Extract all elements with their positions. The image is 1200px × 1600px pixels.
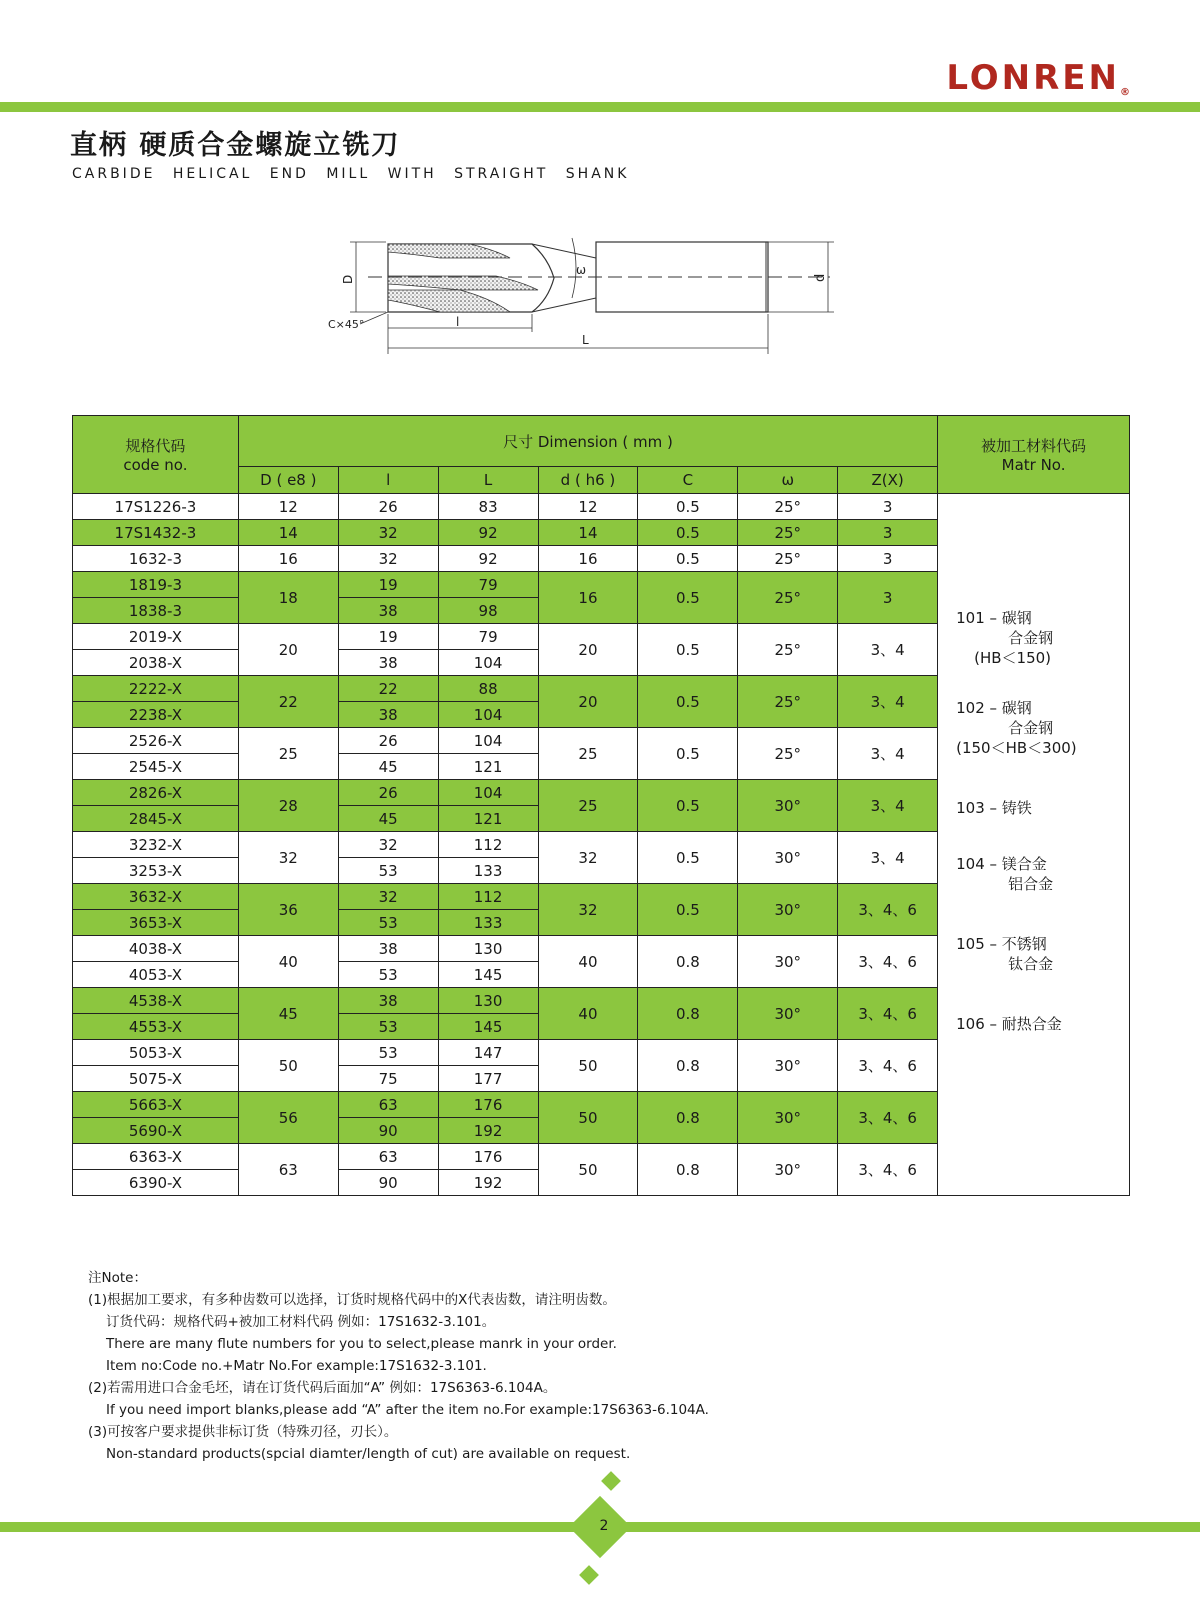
cell-Z: 3、4、6 xyxy=(838,1040,938,1092)
page-title-cn: 直柄 硬质合金螺旋立铣刀 xyxy=(70,130,401,161)
cell-D: 20 xyxy=(238,624,338,676)
cell-l: 90 xyxy=(338,1170,438,1196)
cell-code: 1632-3 xyxy=(73,546,239,572)
cell-D: 25 xyxy=(238,728,338,780)
cell-w: 30° xyxy=(738,780,838,832)
cell-d: 50 xyxy=(538,1040,638,1092)
cell-code: 4038-X xyxy=(73,936,239,962)
cell-L: 112 xyxy=(438,832,538,858)
cell-d: 20 xyxy=(538,624,638,676)
cell-L: 192 xyxy=(438,1118,538,1144)
cell-w: 25° xyxy=(738,546,838,572)
cell-code: 4553-X xyxy=(73,1014,239,1040)
cell-L: 145 xyxy=(438,962,538,988)
dim-label-D: D xyxy=(341,274,355,284)
cell-L: 83 xyxy=(438,494,538,520)
cell-C: 0.5 xyxy=(638,494,738,520)
cell-Z: 3、4、6 xyxy=(838,1144,938,1196)
cell-Z: 3 xyxy=(838,572,938,624)
col-header-Z: Z(X) xyxy=(838,467,938,494)
cell-d: 16 xyxy=(538,572,638,624)
cell-Z: 3、4、6 xyxy=(838,1092,938,1144)
cell-L: 133 xyxy=(438,858,538,884)
cell-w: 30° xyxy=(738,1092,838,1144)
material-m102: 102 – 碳钢 xyxy=(956,699,1032,717)
cell-code: 5053-X xyxy=(73,1040,239,1066)
cell-L: 121 xyxy=(438,754,538,780)
cell-code: 3232-X xyxy=(73,832,239,858)
header-material-cn: 被加工材料代码 xyxy=(981,437,1087,455)
cell-C: 0.8 xyxy=(638,1092,738,1144)
cell-Z: 3、4、6 xyxy=(838,936,938,988)
brand-logo-text: LONREN xyxy=(946,58,1120,98)
dim-label-l: l xyxy=(456,315,460,329)
material-m103: 103 – 铸铁 xyxy=(956,799,1032,817)
cell-w: 30° xyxy=(738,1144,838,1196)
flute-band-1 xyxy=(388,244,510,258)
cell-d: 40 xyxy=(538,936,638,988)
cell-code: 3632-X xyxy=(73,884,239,910)
note-1-en: There are many flute numbers for you to select,please manrk in your order. xyxy=(106,1336,617,1352)
spec-table-body xyxy=(73,494,1130,1196)
cell-d: 50 xyxy=(538,1092,638,1144)
cell-L: 177 xyxy=(438,1066,538,1092)
cell-L: 104 xyxy=(438,702,538,728)
cell-code: 3253-X xyxy=(73,858,239,884)
notes-heading: 注Note： xyxy=(88,1270,147,1286)
cell-l: 53 xyxy=(338,1040,438,1066)
cell-C: 0.5 xyxy=(638,520,738,546)
col-header-l: l xyxy=(338,467,438,494)
table-header-row-1 xyxy=(73,416,1130,467)
cell-code: 2526-X xyxy=(73,728,239,754)
cell-L: 79 xyxy=(438,624,538,650)
cell-L: 98 xyxy=(438,598,538,624)
cell-D: 14 xyxy=(238,520,338,546)
cell-l: 38 xyxy=(338,598,438,624)
cell-L: 88 xyxy=(438,676,538,702)
header-material-en: Matr No. xyxy=(1001,456,1066,474)
cell-Z: 3、4 xyxy=(838,780,938,832)
decor-diamond-small-bottom xyxy=(579,1565,599,1585)
cell-D: 16 xyxy=(238,546,338,572)
cell-l: 53 xyxy=(338,910,438,936)
cell-L: 112 xyxy=(438,884,538,910)
material-m102b: 合金钢 xyxy=(1008,719,1054,737)
cell-w: 25° xyxy=(738,676,838,728)
note-2-en: If you need import blanks,please add “A” after the item no.For example:17S6363-6.104A. xyxy=(106,1402,709,1418)
cell-C: 0.8 xyxy=(638,988,738,1040)
cell-D: 12 xyxy=(238,494,338,520)
cell-w: 25° xyxy=(738,520,838,546)
table-row xyxy=(73,494,1130,520)
cell-l: 38 xyxy=(338,650,438,676)
cell-d: 16 xyxy=(538,546,638,572)
col-header-L: L xyxy=(438,467,538,494)
cell-code: 4538-X xyxy=(73,988,239,1014)
cell-d: 12 xyxy=(538,494,638,520)
material-m101: 101 – 碳钢 xyxy=(956,609,1032,627)
header-dimension: 尺寸 Dimension ( mm ) xyxy=(238,416,937,467)
cell-l: 19 xyxy=(338,572,438,598)
material-m101c: (HB＜150) xyxy=(974,649,1052,667)
flute-band-2 xyxy=(388,276,538,290)
cell-L: 130 xyxy=(438,988,538,1014)
brand-logo xyxy=(946,58,1130,98)
dim-label-L: L xyxy=(582,333,589,347)
cell-D: 18 xyxy=(238,572,338,624)
cell-L: 192 xyxy=(438,1170,538,1196)
decor-diamond-small-top xyxy=(601,1471,621,1491)
cell-l: 22 xyxy=(338,676,438,702)
cell-C: 0.8 xyxy=(638,1040,738,1092)
cell-L: 133 xyxy=(438,910,538,936)
cell-w: 30° xyxy=(738,884,838,936)
cell-l: 38 xyxy=(338,936,438,962)
cell-L: 92 xyxy=(438,546,538,572)
cell-code: 2826-X xyxy=(73,780,239,806)
cell-w: 30° xyxy=(738,832,838,884)
cell-code: 4053-X xyxy=(73,962,239,988)
cell-L: 79 xyxy=(438,572,538,598)
material-m101b: 合金钢 xyxy=(1008,629,1054,647)
cell-l: 63 xyxy=(338,1144,438,1170)
cell-L: 104 xyxy=(438,780,538,806)
cell-L: 92 xyxy=(438,520,538,546)
cell-Z: 3 xyxy=(838,494,938,520)
cell-w: 30° xyxy=(738,936,838,988)
cell-Z: 3、4 xyxy=(838,676,938,728)
header-code xyxy=(73,416,239,494)
cell-code: 2545-X xyxy=(73,754,239,780)
cell-Z: 3、4、6 xyxy=(838,884,938,936)
cell-Z: 3 xyxy=(838,520,938,546)
cell-code: 3653-X xyxy=(73,910,239,936)
cell-D: 45 xyxy=(238,988,338,1040)
material-m106: 106 – 耐热合金 xyxy=(956,1015,1062,1033)
cell-w: 30° xyxy=(738,1040,838,1092)
header-code-en: code no. xyxy=(123,456,188,474)
notes-section xyxy=(88,1267,709,1465)
cell-code: 1838-3 xyxy=(73,598,239,624)
cell-l: 53 xyxy=(338,1014,438,1040)
cell-code: 17S1432-3 xyxy=(73,520,239,546)
cell-d: 40 xyxy=(538,988,638,1040)
cell-code: 2222-X xyxy=(73,676,239,702)
cell-C: 0.5 xyxy=(638,884,738,936)
cell-code: 5690-X xyxy=(73,1118,239,1144)
cell-d: 50 xyxy=(538,1144,638,1196)
cell-L: 104 xyxy=(438,650,538,676)
header-material xyxy=(938,416,1130,494)
cell-L: 104 xyxy=(438,728,538,754)
cell-C: 0.8 xyxy=(638,936,738,988)
cell-L: 176 xyxy=(438,1092,538,1118)
cell-l: 26 xyxy=(338,780,438,806)
dim-label-d: d xyxy=(813,273,828,282)
cell-code: 6390-X xyxy=(73,1170,239,1196)
cell-D: 36 xyxy=(238,884,338,936)
cell-Z: 3 xyxy=(838,546,938,572)
cell-d: 32 xyxy=(538,884,638,936)
cell-D: 63 xyxy=(238,1144,338,1196)
registered-mark: ® xyxy=(1120,87,1130,98)
note-3: (3)可按客户要求提供非标订货（特殊刃径，刃长）。 xyxy=(88,1424,398,1440)
cell-w: 25° xyxy=(738,494,838,520)
col-header-C: C xyxy=(638,467,738,494)
end-mill-diagram xyxy=(320,228,860,368)
cell-l: 26 xyxy=(338,728,438,754)
cell-w: 30° xyxy=(738,988,838,1040)
cell-l: 75 xyxy=(338,1066,438,1092)
cell-C: 0.5 xyxy=(638,780,738,832)
cell-C: 0.5 xyxy=(638,572,738,624)
cell-D: 56 xyxy=(238,1092,338,1144)
dim-label-omega: ω xyxy=(576,263,587,277)
cell-code: 2238-X xyxy=(73,702,239,728)
col-header-d: d ( h6 ) xyxy=(538,467,638,494)
cell-C: 0.5 xyxy=(638,676,738,728)
cell-l: 32 xyxy=(338,832,438,858)
cell-L: 147 xyxy=(438,1040,538,1066)
cell-l: 45 xyxy=(338,754,438,780)
cell-D: 22 xyxy=(238,676,338,728)
cell-D: 50 xyxy=(238,1040,338,1092)
cell-l: 32 xyxy=(338,546,438,572)
flute-band-3 xyxy=(388,290,510,312)
cell-Z: 3、4 xyxy=(838,728,938,780)
cell-l: 90 xyxy=(338,1118,438,1144)
cell-l: 53 xyxy=(338,962,438,988)
cell-l: 32 xyxy=(338,520,438,546)
material-m104b: 铝合金 xyxy=(1008,875,1054,893)
material-m105: 105 – 不锈钢 xyxy=(956,935,1047,953)
note-3-en: Non-standard products(spcial diamter/length of cut) are available on request. xyxy=(106,1446,631,1462)
cell-d: 32 xyxy=(538,832,638,884)
material-m104: 104 – 镁合金 xyxy=(956,855,1047,873)
cell-C: 0.5 xyxy=(638,546,738,572)
material-m102c: (150＜HB＜300) xyxy=(956,739,1077,757)
cell-l: 26 xyxy=(338,494,438,520)
cell-code: 17S1226-3 xyxy=(73,494,239,520)
col-header-D: D ( e8 ) xyxy=(238,467,338,494)
cell-w: 25° xyxy=(738,728,838,780)
note-2: (2)若需用进口合金毛坯，请在订货代码后面加“A” 例如：17S6363-6.104A。 xyxy=(88,1380,557,1396)
cell-code: 6363-X xyxy=(73,1144,239,1170)
cell-code: 2038-X xyxy=(73,650,239,676)
cell-l: 32 xyxy=(338,884,438,910)
cell-L: 176 xyxy=(438,1144,538,1170)
cell-l: 53 xyxy=(338,858,438,884)
cell-D: 32 xyxy=(238,832,338,884)
cell-d: 20 xyxy=(538,676,638,728)
cell-C: 0.5 xyxy=(638,728,738,780)
cell-l: 19 xyxy=(338,624,438,650)
cell-l: 63 xyxy=(338,1092,438,1118)
cell-code: 5663-X xyxy=(73,1092,239,1118)
cell-w: 25° xyxy=(738,624,838,676)
material-codes-cell xyxy=(938,494,1130,1196)
cell-l: 38 xyxy=(338,702,438,728)
cell-code: 2019-X xyxy=(73,624,239,650)
cell-l: 38 xyxy=(338,988,438,1014)
cell-Z: 3、4 xyxy=(838,624,938,676)
cell-Z: 3、4、6 xyxy=(838,988,938,1040)
page-title-en: CARBIDE HELICAL END MILL WITH STRAIGHT SHANK xyxy=(72,166,630,182)
cell-D: 40 xyxy=(238,936,338,988)
cell-d: 14 xyxy=(538,520,638,546)
cell-L: 130 xyxy=(438,936,538,962)
page-number: 2 xyxy=(599,1518,609,1534)
top-green-bar xyxy=(0,102,1200,112)
cell-L: 145 xyxy=(438,1014,538,1040)
cell-d: 25 xyxy=(538,780,638,832)
material-m105b: 钛合金 xyxy=(1008,955,1054,973)
cell-w: 25° xyxy=(738,572,838,624)
cell-d: 25 xyxy=(538,728,638,780)
note-1-en-example: Item no:Code no.+Matr No.For example:17S1632-3.101. xyxy=(106,1358,487,1374)
cell-C: 0.5 xyxy=(638,624,738,676)
cell-code: 1819-3 xyxy=(73,572,239,598)
header-code-cn: 规格代码 xyxy=(125,437,186,455)
col-header-omega: ω xyxy=(738,467,838,494)
note-1: (1)根据加工要求，有多种齿数可以选择，订货时规格代码中的X代表齿数，请注明齿数。 xyxy=(88,1292,616,1308)
cell-l: 45 xyxy=(338,806,438,832)
note-1-cn-example: 订货代码：规格代码+被加工材料代码 例如：17S1632-3.101。 xyxy=(106,1314,496,1330)
cell-Z: 3、4 xyxy=(838,832,938,884)
cell-L: 121 xyxy=(438,806,538,832)
cell-code: 5075-X xyxy=(73,1066,239,1092)
spec-table xyxy=(72,415,1130,1196)
cell-D: 28 xyxy=(238,780,338,832)
cell-code: 2845-X xyxy=(73,806,239,832)
dim-label-chamfer: C×45° xyxy=(328,318,365,331)
cell-C: 0.8 xyxy=(638,1144,738,1196)
cell-C: 0.5 xyxy=(638,832,738,884)
